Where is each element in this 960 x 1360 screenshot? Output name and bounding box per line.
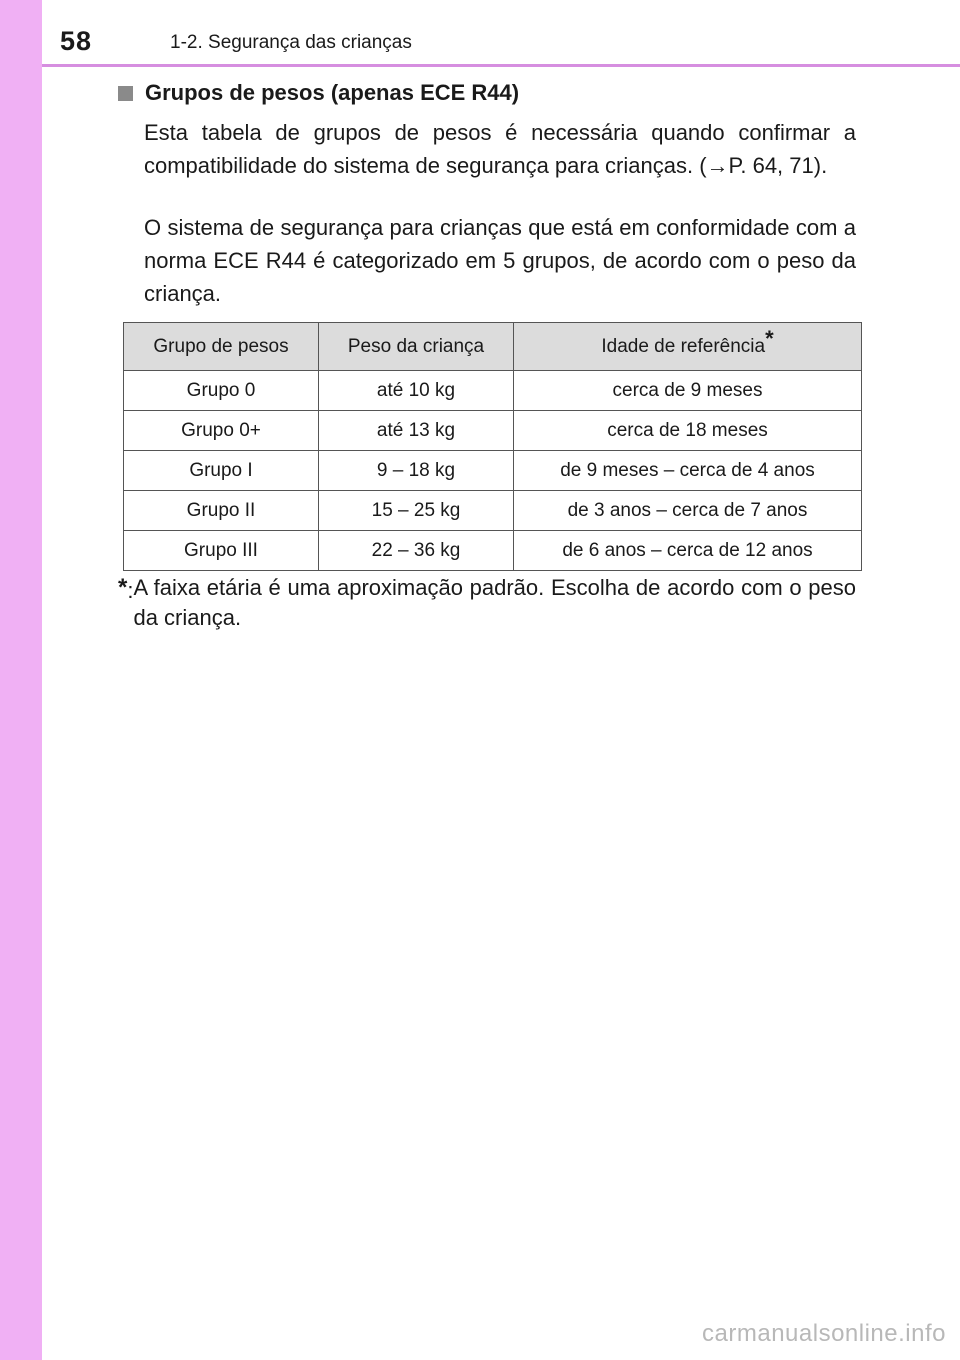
footnote-text: A faixa etária é uma aproximação padrão. Escolha de acordo com o peso da criança.: [133, 575, 856, 630]
cell-age: cerca de 18 meses: [514, 411, 862, 451]
cell-age: de 6 anos – cerca de 12 anos: [514, 531, 862, 571]
table-row: [124, 451, 862, 491]
cell-group: Grupo III: [124, 531, 319, 571]
header-weight-group: Grupo de pesos: [124, 323, 319, 371]
classification-paragraph: O sistema de segurança para crianças que está em conformidade com a norma ECE R44 é categorizado em 5 grupos, de acordo com o peso da criança.: [144, 215, 856, 306]
table-row: [124, 411, 862, 451]
section-title: 1-2. Segurança das crianças: [170, 32, 412, 53]
cell-weight: 9 – 18 kg: [319, 451, 514, 491]
header-child-weight: Peso da criança: [319, 323, 514, 371]
cell-weight: até 10 kg: [319, 371, 514, 411]
square-bullet-icon: [118, 86, 133, 101]
footnote-star: *: [118, 574, 128, 601]
cell-age: de 9 meses – cerca de 4 anos: [514, 451, 862, 491]
watermark: carmanualsonline.info: [702, 1320, 946, 1347]
footnote-marker: [118, 573, 133, 633]
cell-group: Grupo 0: [124, 371, 319, 411]
cell-weight: 22 – 36 kg: [319, 531, 514, 571]
cell-age: cerca de 9 meses: [514, 371, 862, 411]
page-number: 58: [60, 26, 93, 56]
footnote: [118, 573, 856, 633]
header-divider: [42, 64, 960, 67]
cell-weight: 15 – 25 kg: [319, 491, 514, 531]
intro-paragraph: Esta tabela de grupos de pesos é necessária quando confirmar a compatibilidade do sistema de segurança para crianças. (→P. 64, 71).: [144, 120, 856, 178]
cell-group: Grupo II: [124, 491, 319, 531]
cell-age: de 3 anos – cerca de 7 anos: [514, 491, 862, 531]
cell-weight: até 13 kg: [319, 411, 514, 451]
side-color-strip: [0, 0, 42, 1360]
weight-groups-table: [123, 322, 862, 571]
table-row: [124, 491, 862, 531]
cell-group: Grupo 0+: [124, 411, 319, 451]
table-header-row: [124, 323, 862, 371]
cell-group: Grupo I: [124, 451, 319, 491]
header-reference-age: [514, 323, 862, 371]
header-reference-age-text: Idade de referência: [601, 335, 766, 357]
footnote-asterisk: *: [765, 325, 774, 351]
table-row: [124, 531, 862, 571]
subsection-heading-text: Grupos de pesos (apenas ECE R44): [145, 80, 520, 105]
footnote-separator: :: [127, 578, 134, 603]
subsection-heading: [118, 80, 519, 106]
table-row: [124, 371, 862, 411]
